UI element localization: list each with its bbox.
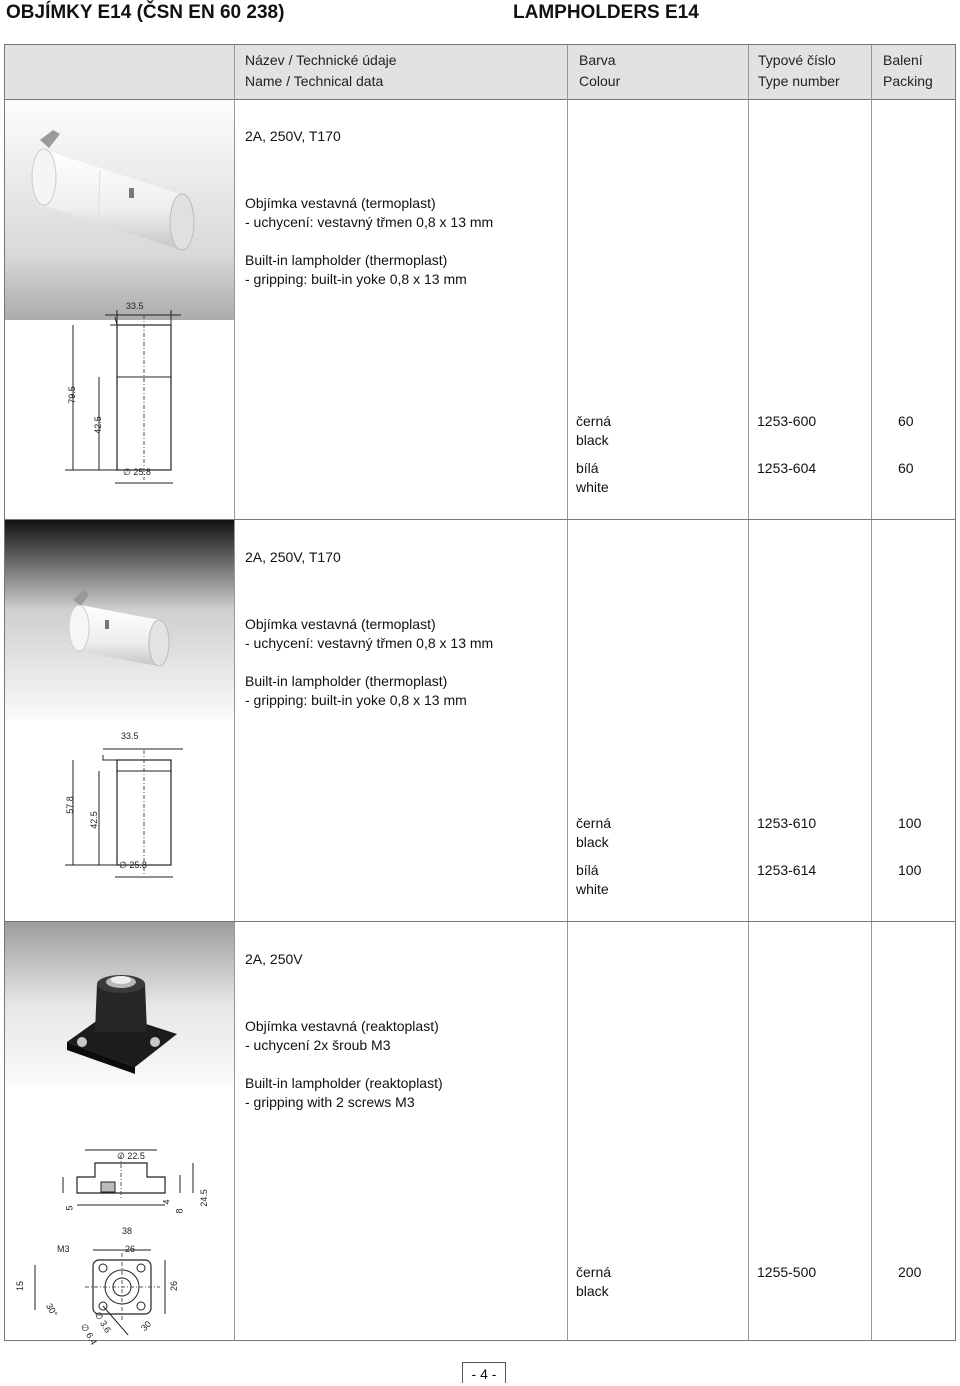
dim-a30: 30° [44,1301,60,1319]
column-divider [748,45,749,1340]
type-number: 1253-600 [757,413,817,429]
desc-en-3b: - gripping with 2 screws M3 [245,1094,415,1110]
colour-en: black [576,1283,609,1299]
packing: 200 [898,1264,922,1280]
dim-body-1: 42.5 [92,416,103,434]
dim-h8: 8 [174,1208,185,1214]
desc-cz-1a: Objímka vestavná (termoplast) [245,195,436,211]
desc-en-3a: Built-in lampholder (reaktoplast) [245,1075,443,1091]
desc-cz-2a: Objímka vestavná (termoplast) [245,616,436,632]
dim-diameter-2: ∅ 25.8 [119,860,147,870]
desc-cz-3a: Objímka vestavná (reaktoplast) [245,1018,439,1034]
product-photo-2 [5,520,234,720]
dim-w30: 30 [138,1318,154,1334]
colour-cz: černá [576,815,612,831]
dim-width-1: 33.5 [126,301,144,311]
colour-en: black [576,432,609,448]
colour-cz: černá [576,1264,612,1280]
column-divider [234,45,235,1340]
dim-w26: 26 [125,1244,136,1254]
colour-cz: černá [576,413,612,429]
packing: 60 [898,460,914,476]
column-divider [567,45,568,1340]
dim-height-2: 57.8 [64,796,75,814]
header-name-en: Name / Technical data [245,73,384,89]
desc-en-1a: Built-in lampholder (thermoplast) [245,252,448,268]
desc-cz-1b: - uchycení: vestavný třmen 0,8 x 13 mm [245,214,494,230]
dim-d64: ∅ 6.4 [78,1321,99,1347]
type-number: 1253-610 [757,815,817,831]
colour-cz: bílá [576,862,599,878]
dim-diameter-1: ∅ 25.8 [123,467,151,477]
colour-cz: bílá [576,460,599,476]
type-number: 1253-614 [757,862,817,878]
packing: 60 [898,413,914,429]
desc-cz-2b: - uchycení: vestavný třmen 0,8 x 13 mm [245,635,494,651]
product-table [4,44,956,1347]
rating-1: 2A, 250V, T170 [245,128,341,144]
product-photo-1 [5,100,234,320]
colour-en: white [576,881,609,897]
dim-height-1: 79.5 [66,386,77,404]
rating-2: 2A, 250V, T170 [245,549,341,565]
column-divider [871,45,872,1340]
dim-d1: ∅ 22.5 [117,1151,145,1161]
desc-en-2b: - gripping: built-in yoke 0,8 x 13 mm [245,692,467,708]
colour-en: black [576,834,609,850]
rating-3: 2A, 250V [245,951,303,967]
dim-width-2: 33.5 [121,731,139,741]
colour-en: white [576,479,609,495]
header-colour-en: Colour [579,73,621,89]
header-pack-cz: Balení [883,52,923,68]
desc-en-1b: - gripping: built-in yoke 0,8 x 13 mm [245,271,467,287]
header-pack-en: Packing [883,73,933,89]
page-title-en: LAMPHOLDERS E14 [513,2,699,23]
product-photo-3 [5,922,234,1087]
desc-cz-3b: - uchycení 2x šroub M3 [245,1037,391,1053]
dim-h4: 4 [161,1199,172,1205]
header-type-en: Type number [758,73,840,89]
dim-body-2: 42.5 [88,811,99,829]
packing: 100 [898,815,922,831]
page-title-cz: OBJÍMKY E14 (ČSN EN 60 238) [6,2,285,23]
header-name-cz: Název / Technické údaje [245,52,397,68]
dim-m3: M3 [57,1244,70,1254]
dim-h245: 24.5 [198,1189,209,1207]
dim-h5: 5 [64,1205,75,1211]
dim-h26: 26 [169,1280,180,1292]
type-number: 1255-500 [757,1264,817,1280]
header-colour-cz: Barva [579,52,616,68]
desc-en-2a: Built-in lampholder (thermoplast) [245,673,448,689]
dim-d36: ∅ 3.6 [92,1309,113,1335]
page-number: - 4 - [462,1362,506,1383]
table-header [5,45,955,100]
dim-w38: 38 [122,1226,133,1236]
dim-h15: 15 [15,1280,26,1292]
type-number: 1253-604 [757,460,817,476]
packing: 100 [898,862,922,878]
technical-drawing-3 [15,1105,230,1335]
header-type-cz: Typové číslo [758,52,836,68]
